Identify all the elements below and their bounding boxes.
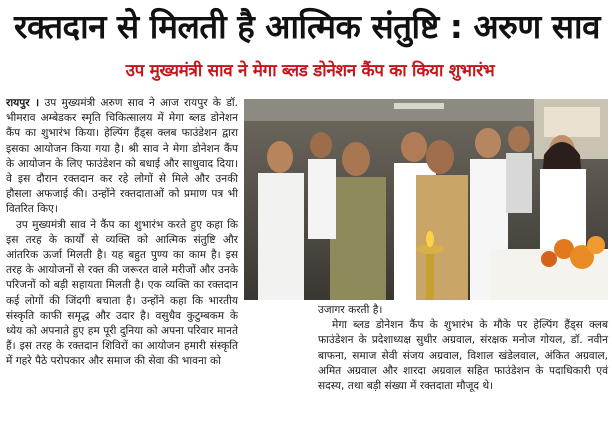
article-paragraph-2: उप मुख्यमंत्री साव ने कैंप का शुभारंभ करते हुए कहा कि इस तरह के कार्यों से व्यक्ति को आत्मिक संतुष्टि और आंतरिक ऊर्जा मिलती है। यह बहुत पुण्य का काम है। इस तरह के आयोजनों से रक्त की जरूरत वाले मरीजों और उनके परिजनों को बड़ी सहायता मिलती है। एक व्यक्ति का रक्तदान कई लोगों की जिंदगी बचाता है। उन्होंने कहा कि भारतीय संस्कृति काफी समृद्ध और उदार है। वसुधैव कुटुम्बकम के ध्येय को अपनाते हुए हम पूरी दुनिया को अपना परिवार मानते हैं। इस तरह के रक्तदान शिविरों का आयोजन हमारी संस्कृति में गहरे पैठे परोपकार और समाज की सेवा की भावना को xyxy=(6,218,238,368)
article-column-right xyxy=(318,303,608,394)
article-column-left xyxy=(6,96,238,370)
dateline: रायपुर । xyxy=(6,97,40,109)
article-paragraph-2-continued: उजागर करती है। xyxy=(318,304,383,316)
subheadline: उप मुख्यमंत्री साव ने मेगा ब्लड डोनेशन कैंप का किया शुभारंभ xyxy=(125,61,495,81)
article-paragraph-3: मेगा ब्लड डोनेशन कैंप के शुभारंभ के मौके पर हेल्पिंग हैंड्स क्लब फाउंडेशन के प्रदेशाध्यक्ष सुधीर अग्रवाल, संरक्षक मनोज गोयल, डॉ. नवीन बाफना, समाज सेवी संजय अग्रवाल, विशाल खंडेलवाल, अंकित अग्रवाल, अमित अग्रवाल और शारदा अग्रवाल सहित फाउंडेशन के पदाधिकारी एवं सदस्य, तथा बड़ी संख्या में रक्तदाता मौजूद थे। xyxy=(318,319,608,393)
headline: रक्तदान से मिलती है आत्मिक संतुष्टि : अरुण साव xyxy=(14,7,600,46)
event-photo-illustration xyxy=(244,99,608,300)
article-paragraph-1-text: उप मुख्यमंत्री अरुण साव ने आज रायपुर के डॉ. भीमराव अम्बेडकर स्मृति चिकित्सालय में मेगा ब्लड डोनेशन कैंप का शुभारंभ किया। हेल्पिंग हैंड्स क्लब फाउंडेशन द्वारा इसका आयोजन किया गया है। श्री साव ने मेगा डोनेशन कैंप के आयोजन के लिए फाउंडेशन को बधाई और साधुवाद दिया। वे इस दौरान रक्तदान कर रहे लोगों से मिले और उनकी हौसला अफजाई की। उन्होंने रक्तदाताओं को प्रमाण पत्र भी वितरित किए। xyxy=(6,97,238,216)
article-paragraph-1 xyxy=(6,96,238,218)
event-photo xyxy=(244,99,608,300)
